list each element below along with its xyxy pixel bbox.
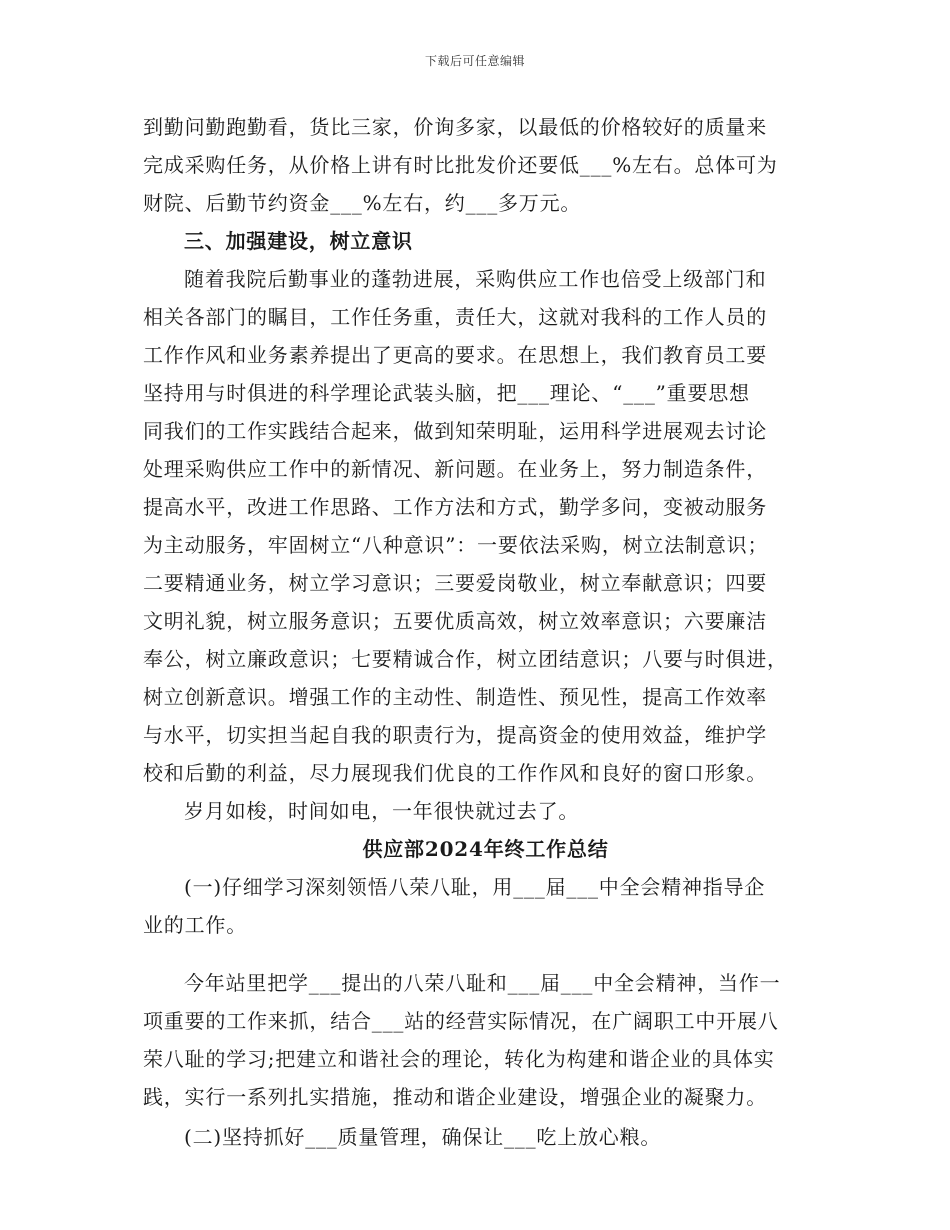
paragraph-line: 奉公，树立廉政意识；七要精诚合作，树立团结意识；八要与时俱进， xyxy=(143,647,788,671)
paragraph-line: 荣八耻的学习;把建立和谐社会的理论，转化为构建和谐企业的具体实 xyxy=(143,1047,775,1071)
document-body xyxy=(143,108,828,1156)
paragraph-line: 财院、后勤节约资金___%左右，约___多万元。 xyxy=(143,191,582,215)
paragraph-line: 同我们的工作实践结合起来，做到知荣明耻，运用科学进展观去讨论 xyxy=(143,419,767,443)
paragraph-line: 今年站里把学___提出的八荣八耻和___届___中全会精神，当作一 xyxy=(184,971,781,995)
page-header: 下载后可任意编辑 xyxy=(424,54,525,68)
paragraph-line: 业的工作。 xyxy=(143,913,247,937)
paragraph-line: 工作作风和业务素养提出了更高的要求。在思想上，我们教育员工要 xyxy=(143,343,767,367)
document-title: 供应部2024年终工作总结 xyxy=(362,837,609,861)
paragraph-line: 提高水平，改进工作思路、工作方法和方式，勤学多问，变被动服务 xyxy=(143,495,767,519)
paragraph-line: 岁月如梭，时间如电，一年很快就过去了。 xyxy=(184,799,580,823)
paragraph-line: (二)坚持抓好___质量管理，确保让___吃上放心粮。 xyxy=(184,1125,662,1149)
paragraph-line: 二要精通业务，树立学习意识；三要爱岗敬业，树立奉献意识；四要 xyxy=(143,571,767,595)
paragraph-line: 践，实行一系列扎实措施，推动和谐企业建设，增强企业的凝聚力。 xyxy=(143,1085,767,1109)
paragraph-line: 完成采购任务，从价格上讲有时比批发价还要低___%左右。总体可为 xyxy=(143,153,778,177)
paragraph-line: 随着我院后勤事业的蓬勃进展，采购供应工作也倍受上级部门和 xyxy=(184,267,767,291)
section-heading: 三、加强建设，树立意识 xyxy=(184,229,413,253)
paragraph-line: 相关各部门的瞩目，工作任务重，责任大，这就对我科的工作人员的 xyxy=(143,305,767,329)
paragraph-line: 校和后勤的利益，尽力展现我们优良的工作作风和良好的窗口形象。 xyxy=(143,761,767,785)
paragraph-line: 与水平，切实担当起自我的职责行为，提高资金的使用效益，维护学 xyxy=(143,723,767,747)
paragraph-line: 坚持用与时俱进的科学理论武装头脑，把___理论、“___”重要思想 xyxy=(143,381,750,405)
paragraph-line: (一)仔细学习深刻领悟八荣八耻，用___届___中全会精神指导企 xyxy=(184,875,766,899)
paragraph-line: 处理采购供应工作中的新情况、新问题。在业务上，努力制造条件， xyxy=(143,457,767,481)
paragraph-line: 文明礼貌，树立服务意识；五要优质高效，树立效率意识；六要廉洁 xyxy=(143,609,767,633)
paragraph-line: 树立创新意识。增强工作的主动性、制造性、预见性，提高工作效率 xyxy=(143,685,767,709)
paragraph-line: 到勤问勤跑勤看，货比三家，价询多家，以最低的价格较好的质量来 xyxy=(143,115,767,139)
paragraph-line: 为主动服务，牢固树立“八种意识”：一要依法采购，树立法制意识； xyxy=(143,533,769,557)
paragraph-line: 项重要的工作来抓，结合___站的经营实际情况，在广阔职工中开展八 xyxy=(143,1009,779,1033)
